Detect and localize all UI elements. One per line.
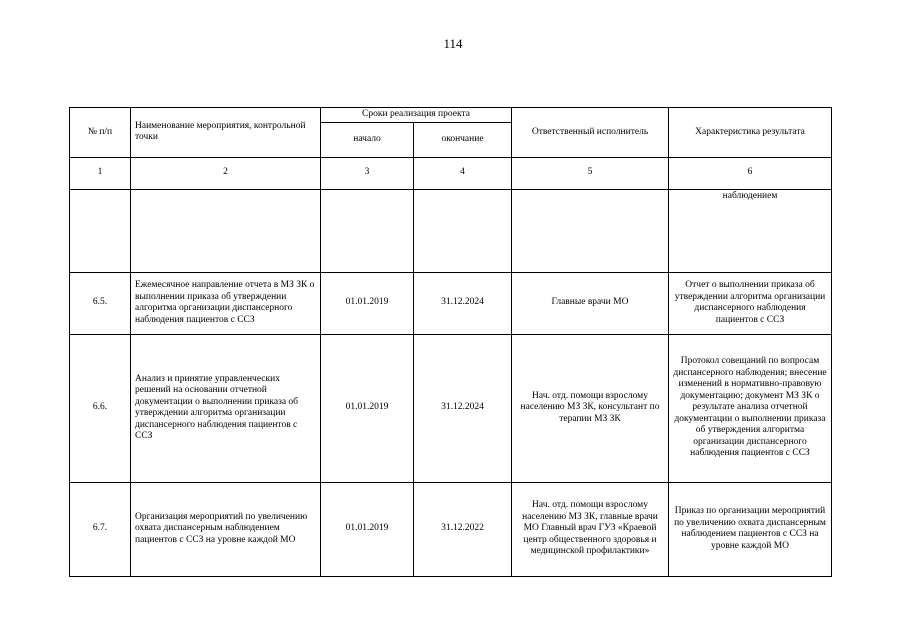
cell-end: 31.12.2024 <box>414 272 512 334</box>
header-end: окончание <box>414 122 512 157</box>
header-start: начало <box>321 122 414 157</box>
cell-responsible: Главные врачи МО <box>512 272 669 334</box>
header-period: Сроки реализация проекта <box>321 108 512 123</box>
cell-result: наблюдением <box>669 189 832 272</box>
cell-empty <box>414 189 512 272</box>
cell-start: 01.01.2019 <box>321 272 414 334</box>
cell-name: Ежемесячное направление отчета в МЗ ЗК о выполнении приказа об утверждении алгоритма организации диспансерного наблюдения пациентов с ССЗ <box>131 272 321 334</box>
column-number: 1 <box>70 157 131 189</box>
header-result: Характеристика результата <box>669 108 832 158</box>
header-row-top <box>70 108 832 123</box>
cell-start: 01.01.2019 <box>321 482 414 576</box>
table-row <box>70 334 832 482</box>
cell-num: 6.5. <box>70 272 131 334</box>
cell-num: 6.6. <box>70 334 131 482</box>
page-number: 114 <box>443 36 463 51</box>
table-row <box>70 272 832 334</box>
cell-result: Отчет о выполнении приказа об утверждении алгоритма организации диспансерного наблюдения пациентов с ССЗ <box>669 272 832 334</box>
cell-responsible: Нач. отд. помощи взрослому населению МЗ ЗК, консультант по терапии МЗ ЗК <box>512 334 669 482</box>
cell-result: Приказ по организации мероприятий по увеличению охвата диспансерным наблюдением пациентов с ССЗ на уровне каждой МО <box>669 482 832 576</box>
column-number-row <box>70 157 832 189</box>
cell-empty <box>321 189 414 272</box>
table-row <box>70 482 832 576</box>
cell-end: 31.12.2022 <box>414 482 512 576</box>
header-num: № п/п <box>70 108 131 158</box>
column-number: 3 <box>321 157 414 189</box>
header-name: Наименование мероприятия, контрольной точки <box>131 108 321 158</box>
column-number: 4 <box>414 157 512 189</box>
cell-end: 31.12.2024 <box>414 334 512 482</box>
column-number: 5 <box>512 157 669 189</box>
cell-responsible: Нач. отд. помощи взрослому населению МЗ ЗК, главные врачи МО Главный врач ГУЗ «Краевой центр общественного здоровья и медицинской профилактики» <box>512 482 669 576</box>
column-number: 6 <box>669 157 832 189</box>
column-number: 2 <box>131 157 321 189</box>
continuation-row <box>70 189 832 272</box>
cell-name: Организация мероприятий по увеличению охвата диспансерным наблюдением пациентов с ССЗ на уровне каждой МО <box>131 482 321 576</box>
cell-empty <box>70 189 131 272</box>
cell-empty <box>131 189 321 272</box>
cell-empty <box>512 189 669 272</box>
header-responsible: Ответственный исполнитель <box>512 108 669 158</box>
plan-table <box>69 107 832 577</box>
cell-start: 01.01.2019 <box>321 334 414 482</box>
cell-name: Анализ и принятие управленческих решений на основании отчетной документации о выполнении приказа об утверждении алгоритма организации диспансерного наблюдения пациентов с ССЗ <box>131 334 321 482</box>
cell-num: 6.7. <box>70 482 131 576</box>
cell-result: Протокол совещаний по вопросам диспансерного наблюдения; внесение изменений в нормативно-правовую документацию; документ МЗ ЗК о результате анализа отчетной документации о выполнении приказа об утверждения алгоритма организации диспансерного наблюдения пациентов с ССЗ <box>669 334 832 482</box>
